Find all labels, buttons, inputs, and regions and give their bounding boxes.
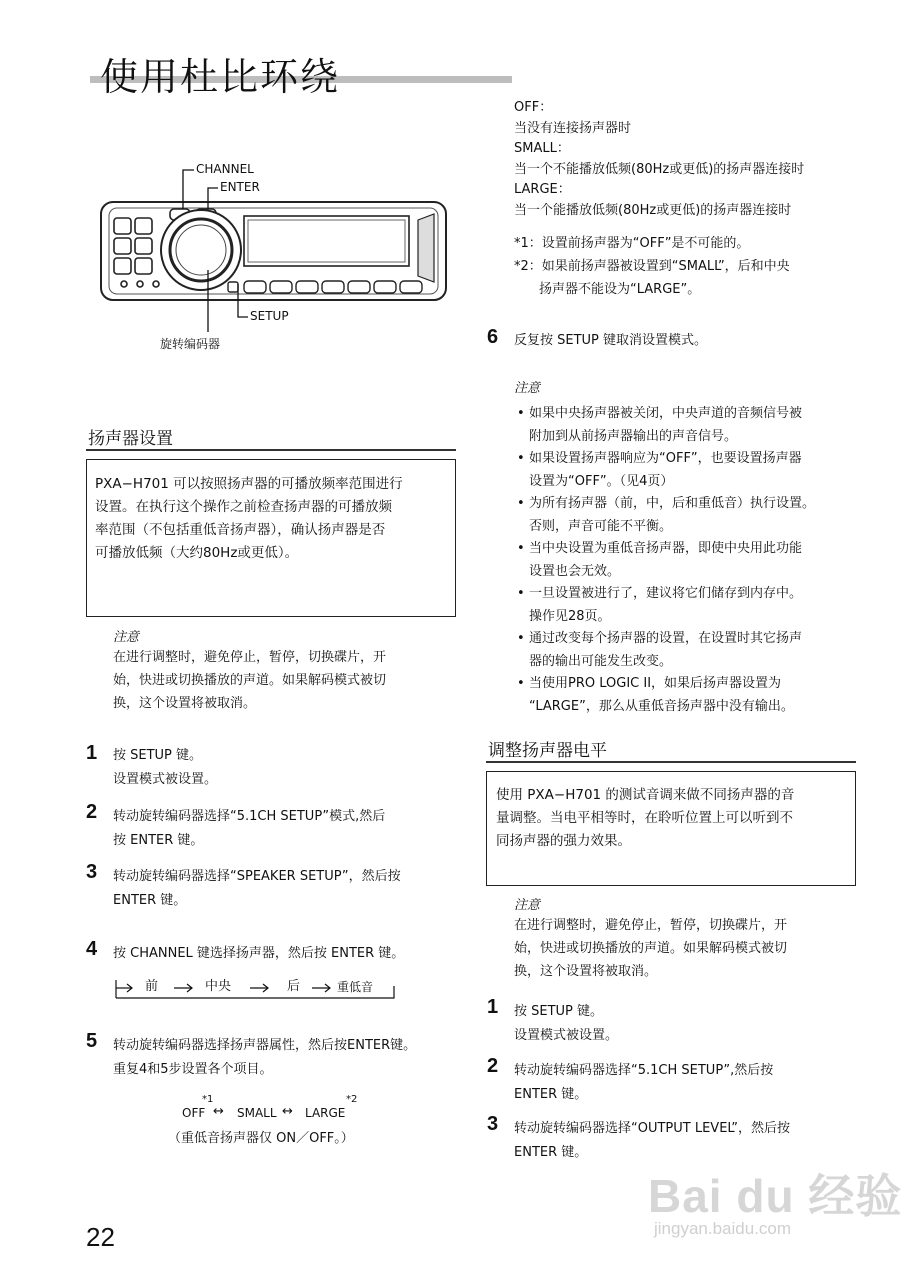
step-line: 设置模式被设置。 <box>514 1028 619 1043</box>
note-line: 换，这个设置将被取消。 <box>514 964 658 979</box>
step-text <box>514 1000 618 1048</box>
option-small: SMALL <box>237 1106 277 1120</box>
footnotes <box>514 232 790 301</box>
note-line: 在进行调整时，避免停止，暂停，切换碟片，开 <box>514 918 788 933</box>
step-number: 2 <box>86 801 98 823</box>
note-line: 在进行调整时，避免停止，暂停，切换碟片，开 <box>113 650 387 665</box>
step-number: 2 <box>487 1055 499 1077</box>
speaker-heading-rule <box>86 449 456 451</box>
note-line: 换，这个设置将被取消。 <box>113 696 257 711</box>
encoder-label: 旋转编码器 <box>160 337 221 351</box>
intro-line: 率范围（不包括重低音扬声器），确认扬声器是否 <box>95 522 386 538</box>
level-heading-rule <box>486 761 856 763</box>
channel-label: CHANNEL <box>196 162 254 176</box>
sub-note: （重低音扬声器仅 ON／OFF。） <box>168 1131 354 1146</box>
intro-line: 可播放低频（大约80Hz或更低）。 <box>95 545 299 561</box>
list-item: • 当中央设置为重低音扬声器，即使中央用此功能 设置也会无效。 <box>517 538 867 583</box>
list-item: • 为所有扬声器（前，中，后和重低音）执行设置。 否则，声音可能不平衡。 <box>517 493 867 538</box>
list-item: • 当使用PRO LOGIC II，如果后扬声器设置为 “LARGE”，那么从重低音扬声器中没有输出。 <box>517 673 867 718</box>
def-line: 当一个能播放低频(80Hz或更低)的扬声器连接时 <box>514 202 792 218</box>
level-note <box>514 914 787 983</box>
step-line: ENTER 键。 <box>113 893 187 908</box>
step-line: 转动旋转编码器选择“5.1CH SETUP”模式,然后 <box>113 809 386 824</box>
level-intro-box <box>486 771 856 886</box>
footnote-line: *1：设置前扬声器为“OFF”是不可能的。 <box>514 236 750 251</box>
footnote-mark-1: *1 <box>202 1094 214 1105</box>
step-number: 3 <box>487 1113 499 1135</box>
intro-line: 使用 PXA−H701 的测试音调来做不同扬声器的音 <box>496 787 795 803</box>
def-line: SMALL： <box>514 141 570 156</box>
step-number: 1 <box>86 742 98 764</box>
step-text <box>113 865 401 913</box>
def-line: 当一个不能播放低频(80Hz或更低)的扬声器连接时 <box>514 161 805 177</box>
option-large: LARGE <box>305 1106 346 1120</box>
rotary-encoder-knob <box>170 219 232 281</box>
speaker-intro-box <box>86 459 456 617</box>
step-line: 按 SETUP 键。 <box>514 1004 604 1019</box>
notes-bullet-list <box>517 403 867 718</box>
speaker-note <box>113 646 386 715</box>
step-number: 5 <box>86 1030 98 1052</box>
step-line: ENTER 键。 <box>514 1145 588 1160</box>
step-line: 按 SETUP 键。 <box>113 748 203 763</box>
intro-line: PXA−H701 可以按照扬声器的可播放频率范围进行 <box>95 476 403 492</box>
display-window <box>244 216 409 266</box>
step-line: 重复4和5步设置各个项目。 <box>113 1062 273 1077</box>
step-number: 6 <box>487 326 499 348</box>
list-item: • 通过改变每个扬声器的设置，在设置时其它扬声 器的输出可能发生改变。 <box>517 628 867 673</box>
intro-line: 同扬声器的强力效果。 <box>496 833 631 849</box>
note-line: 始，快进或切换播放的声道。如果解码模式被切 <box>514 941 788 956</box>
footnote-line: 扬声器不能设为“LARGE”。 <box>539 282 701 297</box>
speaker-level-heading: 调整扬声器电平 <box>488 741 607 761</box>
note-line: 始，快进或切换播放的声道。如果解码模式被切 <box>113 673 387 688</box>
setup-label: SETUP <box>250 309 289 323</box>
intro-line: 量调整。当电平相等时，在聆听位置上可以听到不 <box>496 810 793 826</box>
page-number: 22 <box>86 1222 115 1252</box>
step-text <box>514 1117 790 1165</box>
flow-center: 中央 <box>205 979 232 994</box>
step-line: 转动旋转编码器选择“SPEAKER SETUP”，然后按 <box>113 869 401 884</box>
step-line: 按 ENTER 键。 <box>113 833 204 848</box>
step-line: 转动旋转编码器选择“5.1CH SETUP”,然后按 <box>514 1063 774 1078</box>
step-number: 1 <box>487 996 499 1018</box>
right-note-title: 注意 <box>514 381 541 396</box>
footnote-line: *2：如果前扬声器被设置到“SMALL”，后和中央 <box>514 259 790 274</box>
list-item: • 如果设置扬声器响应为“OFF”，也要设置扬声器 设置为“OFF”。（见4页） <box>517 448 867 493</box>
flow-front: 前 <box>145 979 159 994</box>
step-text <box>113 805 385 853</box>
list-item: • 一旦设置被进行了，建议将它们储存到内存中。 操作见28页。 <box>517 583 867 628</box>
bidirectional-arrow-icon: ↔ <box>213 1104 224 1119</box>
option-off: OFF <box>182 1106 206 1120</box>
baidu-watermark-url: jingyan.baidu.com <box>654 1219 792 1238</box>
list-item: • 如果中央扬声器被关闭，中央声道的音频信号被 附加到从前扬声器输出的声音信号。 <box>517 403 867 448</box>
head-unit-diagram <box>96 150 456 360</box>
enter-label: ENTER <box>220 180 260 194</box>
step-text <box>113 1034 416 1082</box>
step-text: 反复按 SETUP 键取消设置模式。 <box>514 333 708 348</box>
speaker-setup-heading: 扬声器设置 <box>88 429 173 449</box>
step-number: 3 <box>86 861 98 883</box>
step-text <box>514 1059 773 1107</box>
preset-buttons <box>228 281 422 293</box>
def-line: OFF： <box>514 100 553 115</box>
step-text <box>113 942 404 966</box>
level-note-title: 注意 <box>514 898 541 913</box>
bidirectional-arrow-icon: ↔ <box>282 1104 293 1119</box>
page-title: 使用杜比环绕 <box>100 55 341 99</box>
step-line: ENTER 键。 <box>514 1087 588 1102</box>
step-line: 转动旋转编码器选择“OUTPUT LEVEL”，然后按 <box>514 1121 790 1136</box>
step-number: 4 <box>86 938 98 960</box>
step-text <box>113 744 217 792</box>
intro-line: 设置。在执行这个操作之前检查扬声器的可播放频 <box>95 499 392 515</box>
baidu-watermark-logo: Bai du 经验 <box>648 1170 903 1222</box>
step-line: 按 CHANNEL 键选择扬声器，然后按 ENTER 键。 <box>113 946 405 961</box>
speaker-note-title: 注意 <box>113 630 140 645</box>
def-line: 当没有连接扬声器时 <box>514 120 632 136</box>
definitions <box>514 98 804 221</box>
flow-rear: 后 <box>287 979 301 994</box>
def-line: LARGE： <box>514 182 571 197</box>
footnote-mark-2: *2 <box>346 1094 358 1105</box>
step-line: 转动旋转编码器选择扬声器属性，然后按ENTER键。 <box>113 1038 417 1053</box>
step-line: 设置模式被设置。 <box>113 772 218 787</box>
flow-sub: 重低音 <box>337 980 374 994</box>
